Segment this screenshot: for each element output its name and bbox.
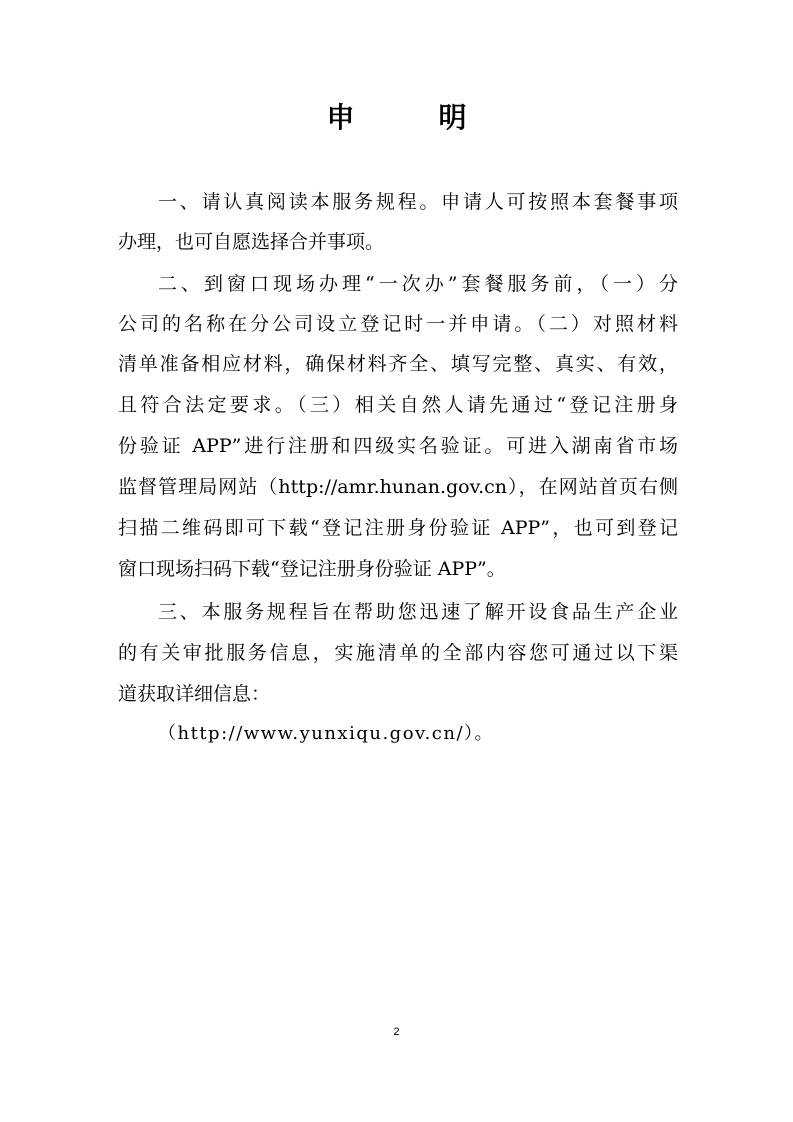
paragraph-1-line-2: 办理，也可自愿选择合并事项。: [118, 231, 385, 253]
paragraph-2-line-5: 份验证 APP”进行注册和四级实名验证。可进入湖南省市场: [118, 435, 678, 457]
paragraph-3-line-1: 三、本服务规程旨在帮助您迅速了解开设食品生产企业: [158, 601, 678, 623]
paragraph-2-line-3: 清单准备相应材料，确保材料齐全、填写完整、真实、有效，: [118, 353, 678, 375]
paragraph-2-line-7: 扫描二维码即可下载“登记注册身份验证 APP”，也可到登记: [118, 517, 678, 539]
paragraph-2-line-6: 监督管理局网站（http://amr.hunan.gov.cn），在网站首页右侧: [118, 476, 678, 498]
paragraph-3-line-2: 的有关审批服务信息，实施清单的全部内容您可通过以下渠: [118, 642, 678, 664]
paragraph-3-line-3: 道获取详细信息：: [118, 683, 271, 705]
page-number: 2: [393, 1026, 400, 1038]
paragraph-2-line-1: 二、到窗口现场办理“一次办”套餐服务前，（一）分: [158, 273, 678, 295]
paragraph-2-line-4: 且符合法定要求。（三）相关自然人请先通过“登记注册身: [118, 394, 678, 416]
website-url: （http://www.yunxiqu.gov.cn/）。: [158, 723, 495, 744]
page-title: 申 明: [326, 101, 495, 134]
paragraph-1-line-1: 一、请认真阅读本服务规程。申请人可按照本套餐事项: [158, 191, 678, 213]
paragraph-2-line-8: 窗口现场扫码下载“登记注册身份验证 APP”。: [118, 558, 506, 580]
paragraph-2-line-2: 公司的名称在分公司设立登记时一并申请。（二）对照材料: [118, 313, 678, 335]
